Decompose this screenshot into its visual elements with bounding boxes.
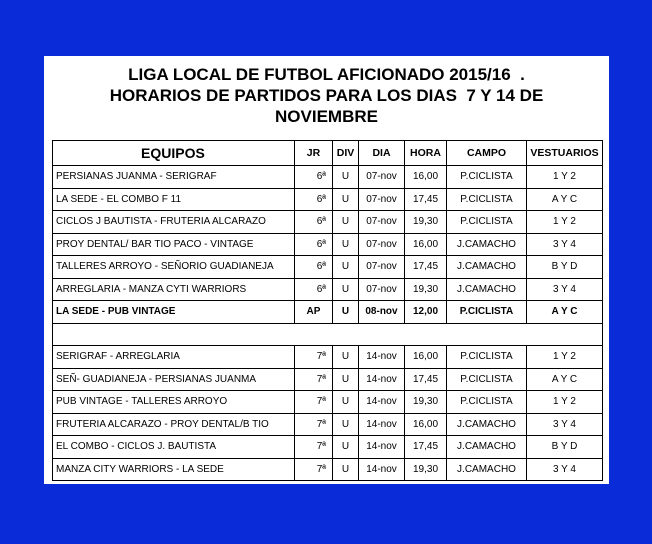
cell-vestuarios: 1 Y 2 xyxy=(527,391,603,414)
cell-div: U xyxy=(333,458,359,481)
table-row xyxy=(53,211,603,234)
cell-dia: 14-nov xyxy=(359,413,405,436)
table-row xyxy=(53,166,603,189)
cell-div: U xyxy=(333,188,359,211)
cell-campo: J.CAMACHO xyxy=(447,256,527,279)
title-line-3: NOVIEMBRE xyxy=(275,107,378,126)
cell-vestuarios: 3 Y 4 xyxy=(527,458,603,481)
cell-div: U xyxy=(333,166,359,189)
table-row xyxy=(53,391,603,414)
cell-hora: 19,30 xyxy=(405,211,447,234)
header-row xyxy=(53,141,603,166)
cell-hora: 19,30 xyxy=(405,458,447,481)
cell-equipos: ARREGLARIA - MANZA CYTI WARRIORS xyxy=(53,278,295,301)
cell-div: U xyxy=(333,278,359,301)
cell-campo: P.CICLISTA xyxy=(447,301,527,324)
cell-div: U xyxy=(333,211,359,234)
cell-hora: 16,00 xyxy=(405,166,447,189)
cell-div: U xyxy=(333,413,359,436)
cell-equipos: SEÑ- GUADIANEJA - PERSIANAS JUANMA xyxy=(53,368,295,391)
cell-jr: 6ª xyxy=(295,278,333,301)
cell-campo: P.CICLISTA xyxy=(447,166,527,189)
cell-div: U xyxy=(333,301,359,324)
cell-vestuarios: A Y C xyxy=(527,368,603,391)
cell-jr: 7ª xyxy=(295,413,333,436)
blank-cell xyxy=(53,323,603,346)
cell-campo: J.CAMACHO xyxy=(447,233,527,256)
cell-hora: 19,30 xyxy=(405,391,447,414)
cell-dia: 07-nov xyxy=(359,166,405,189)
cell-vestuarios: B Y D xyxy=(527,256,603,279)
cell-campo: P.CICLISTA xyxy=(447,368,527,391)
cell-campo: P.CICLISTA xyxy=(447,346,527,369)
cell-equipos: LA SEDE - EL COMBO F 11 xyxy=(53,188,295,211)
cell-campo: J.CAMACHO xyxy=(447,458,527,481)
table-row xyxy=(53,346,603,369)
cell-div: U xyxy=(333,368,359,391)
cell-vestuarios: 1 Y 2 xyxy=(527,166,603,189)
cell-hora: 17,45 xyxy=(405,188,447,211)
cell-div: U xyxy=(333,233,359,256)
table-row xyxy=(53,301,603,324)
cell-equipos: PERSIANAS JUANMA - SERIGRAF xyxy=(53,166,295,189)
cell-vestuarios: 1 Y 2 xyxy=(527,346,603,369)
cell-dia: 14-nov xyxy=(359,391,405,414)
cell-jr: 7ª xyxy=(295,391,333,414)
cell-dia: 07-nov xyxy=(359,211,405,234)
table-row xyxy=(53,458,603,481)
header-vestuarios: VESTUARIOS xyxy=(527,141,603,166)
cell-equipos: PROY DENTAL/ BAR TIO PACO - VINTAGE xyxy=(53,233,295,256)
cell-hora: 17,45 xyxy=(405,256,447,279)
header-equipos: EQUIPOS xyxy=(53,141,295,166)
header-dia: DIA xyxy=(359,141,405,166)
cell-campo: J.CAMACHO xyxy=(447,413,527,436)
cell-campo: P.CICLISTA xyxy=(447,211,527,234)
cell-vestuarios: 3 Y 4 xyxy=(527,413,603,436)
cell-vestuarios: 1 Y 2 xyxy=(527,211,603,234)
cell-dia: 08-nov xyxy=(359,301,405,324)
cell-campo: J.CAMACHO xyxy=(447,436,527,459)
cell-jr: 7ª xyxy=(295,368,333,391)
table-row xyxy=(53,413,603,436)
cell-dia: 14-nov xyxy=(359,368,405,391)
cell-equipos: SERIGRAF - ARREGLARIA xyxy=(53,346,295,369)
table-row-blank xyxy=(53,323,603,346)
cell-vestuarios: A Y C xyxy=(527,188,603,211)
cell-jr: 6ª xyxy=(295,211,333,234)
cell-div: U xyxy=(333,256,359,279)
cell-campo: P.CICLISTA xyxy=(447,188,527,211)
cell-dia: 07-nov xyxy=(359,188,405,211)
table-row xyxy=(53,436,603,459)
cell-vestuarios: 3 Y 4 xyxy=(527,233,603,256)
cell-dia: 07-nov xyxy=(359,256,405,279)
cell-div: U xyxy=(333,436,359,459)
cell-campo: J.CAMACHO xyxy=(447,278,527,301)
cell-equipos: MANZA CITY WARRIORS - LA SEDE xyxy=(53,458,295,481)
cell-hora: 12,00 xyxy=(405,301,447,324)
cell-jr: 7ª xyxy=(295,458,333,481)
cell-hora: 17,45 xyxy=(405,368,447,391)
table-row xyxy=(53,256,603,279)
cell-jr: 7ª xyxy=(295,346,333,369)
cell-hora: 19,30 xyxy=(405,278,447,301)
header-hora: HORA xyxy=(405,141,447,166)
cell-dia: 14-nov xyxy=(359,346,405,369)
cell-dia: 07-nov xyxy=(359,233,405,256)
cell-hora: 16,00 xyxy=(405,233,447,256)
header-div: DIV xyxy=(333,141,359,166)
cell-equipos: CICLOS J BAUTISTA - FRUTERIA ALCARAZO xyxy=(53,211,295,234)
cell-jr: 6ª xyxy=(295,166,333,189)
cell-dia: 14-nov xyxy=(359,458,405,481)
cell-equipos: FRUTERIA ALCARAZO - PROY DENTAL/B TIO xyxy=(53,413,295,436)
title-line-1: LIGA LOCAL DE FUTBOL AFICIONADO 2015/16 . xyxy=(128,65,525,84)
cell-jr: 6ª xyxy=(295,233,333,256)
schedule-sheet xyxy=(44,56,609,484)
schedule-table xyxy=(52,140,603,481)
cell-div: U xyxy=(333,391,359,414)
cell-vestuarios: A Y C xyxy=(527,301,603,324)
cell-vestuarios: B Y D xyxy=(527,436,603,459)
cell-jr: AP xyxy=(295,301,333,324)
cell-dia: 14-nov xyxy=(359,436,405,459)
cell-dia: 07-nov xyxy=(359,278,405,301)
cell-equipos: LA SEDE - PUB VINTAGE xyxy=(53,301,295,324)
cell-hora: 16,00 xyxy=(405,413,447,436)
page-title xyxy=(44,64,609,127)
cell-jr: 6ª xyxy=(295,256,333,279)
cell-hora: 16,00 xyxy=(405,346,447,369)
header-campo: CAMPO xyxy=(447,141,527,166)
table-row xyxy=(53,278,603,301)
table-row xyxy=(53,368,603,391)
table-row xyxy=(53,233,603,256)
cell-div: U xyxy=(333,346,359,369)
cell-campo: P.CICLISTA xyxy=(447,391,527,414)
cell-equipos: EL COMBO - CICLOS J. BAUTISTA xyxy=(53,436,295,459)
cell-jr: 7ª xyxy=(295,436,333,459)
cell-equipos: TALLERES ARROYO - SEÑORIO GUADIANEJA xyxy=(53,256,295,279)
cell-vestuarios: 3 Y 4 xyxy=(527,278,603,301)
table-row xyxy=(53,188,603,211)
cell-jr: 6ª xyxy=(295,188,333,211)
cell-hora: 17,45 xyxy=(405,436,447,459)
cell-equipos: PUB VINTAGE - TALLERES ARROYO xyxy=(53,391,295,414)
title-line-2: HORARIOS DE PARTIDOS PARA LOS DIAS 7 Y 14 DE xyxy=(109,86,544,105)
header-jr: JR xyxy=(295,141,333,166)
